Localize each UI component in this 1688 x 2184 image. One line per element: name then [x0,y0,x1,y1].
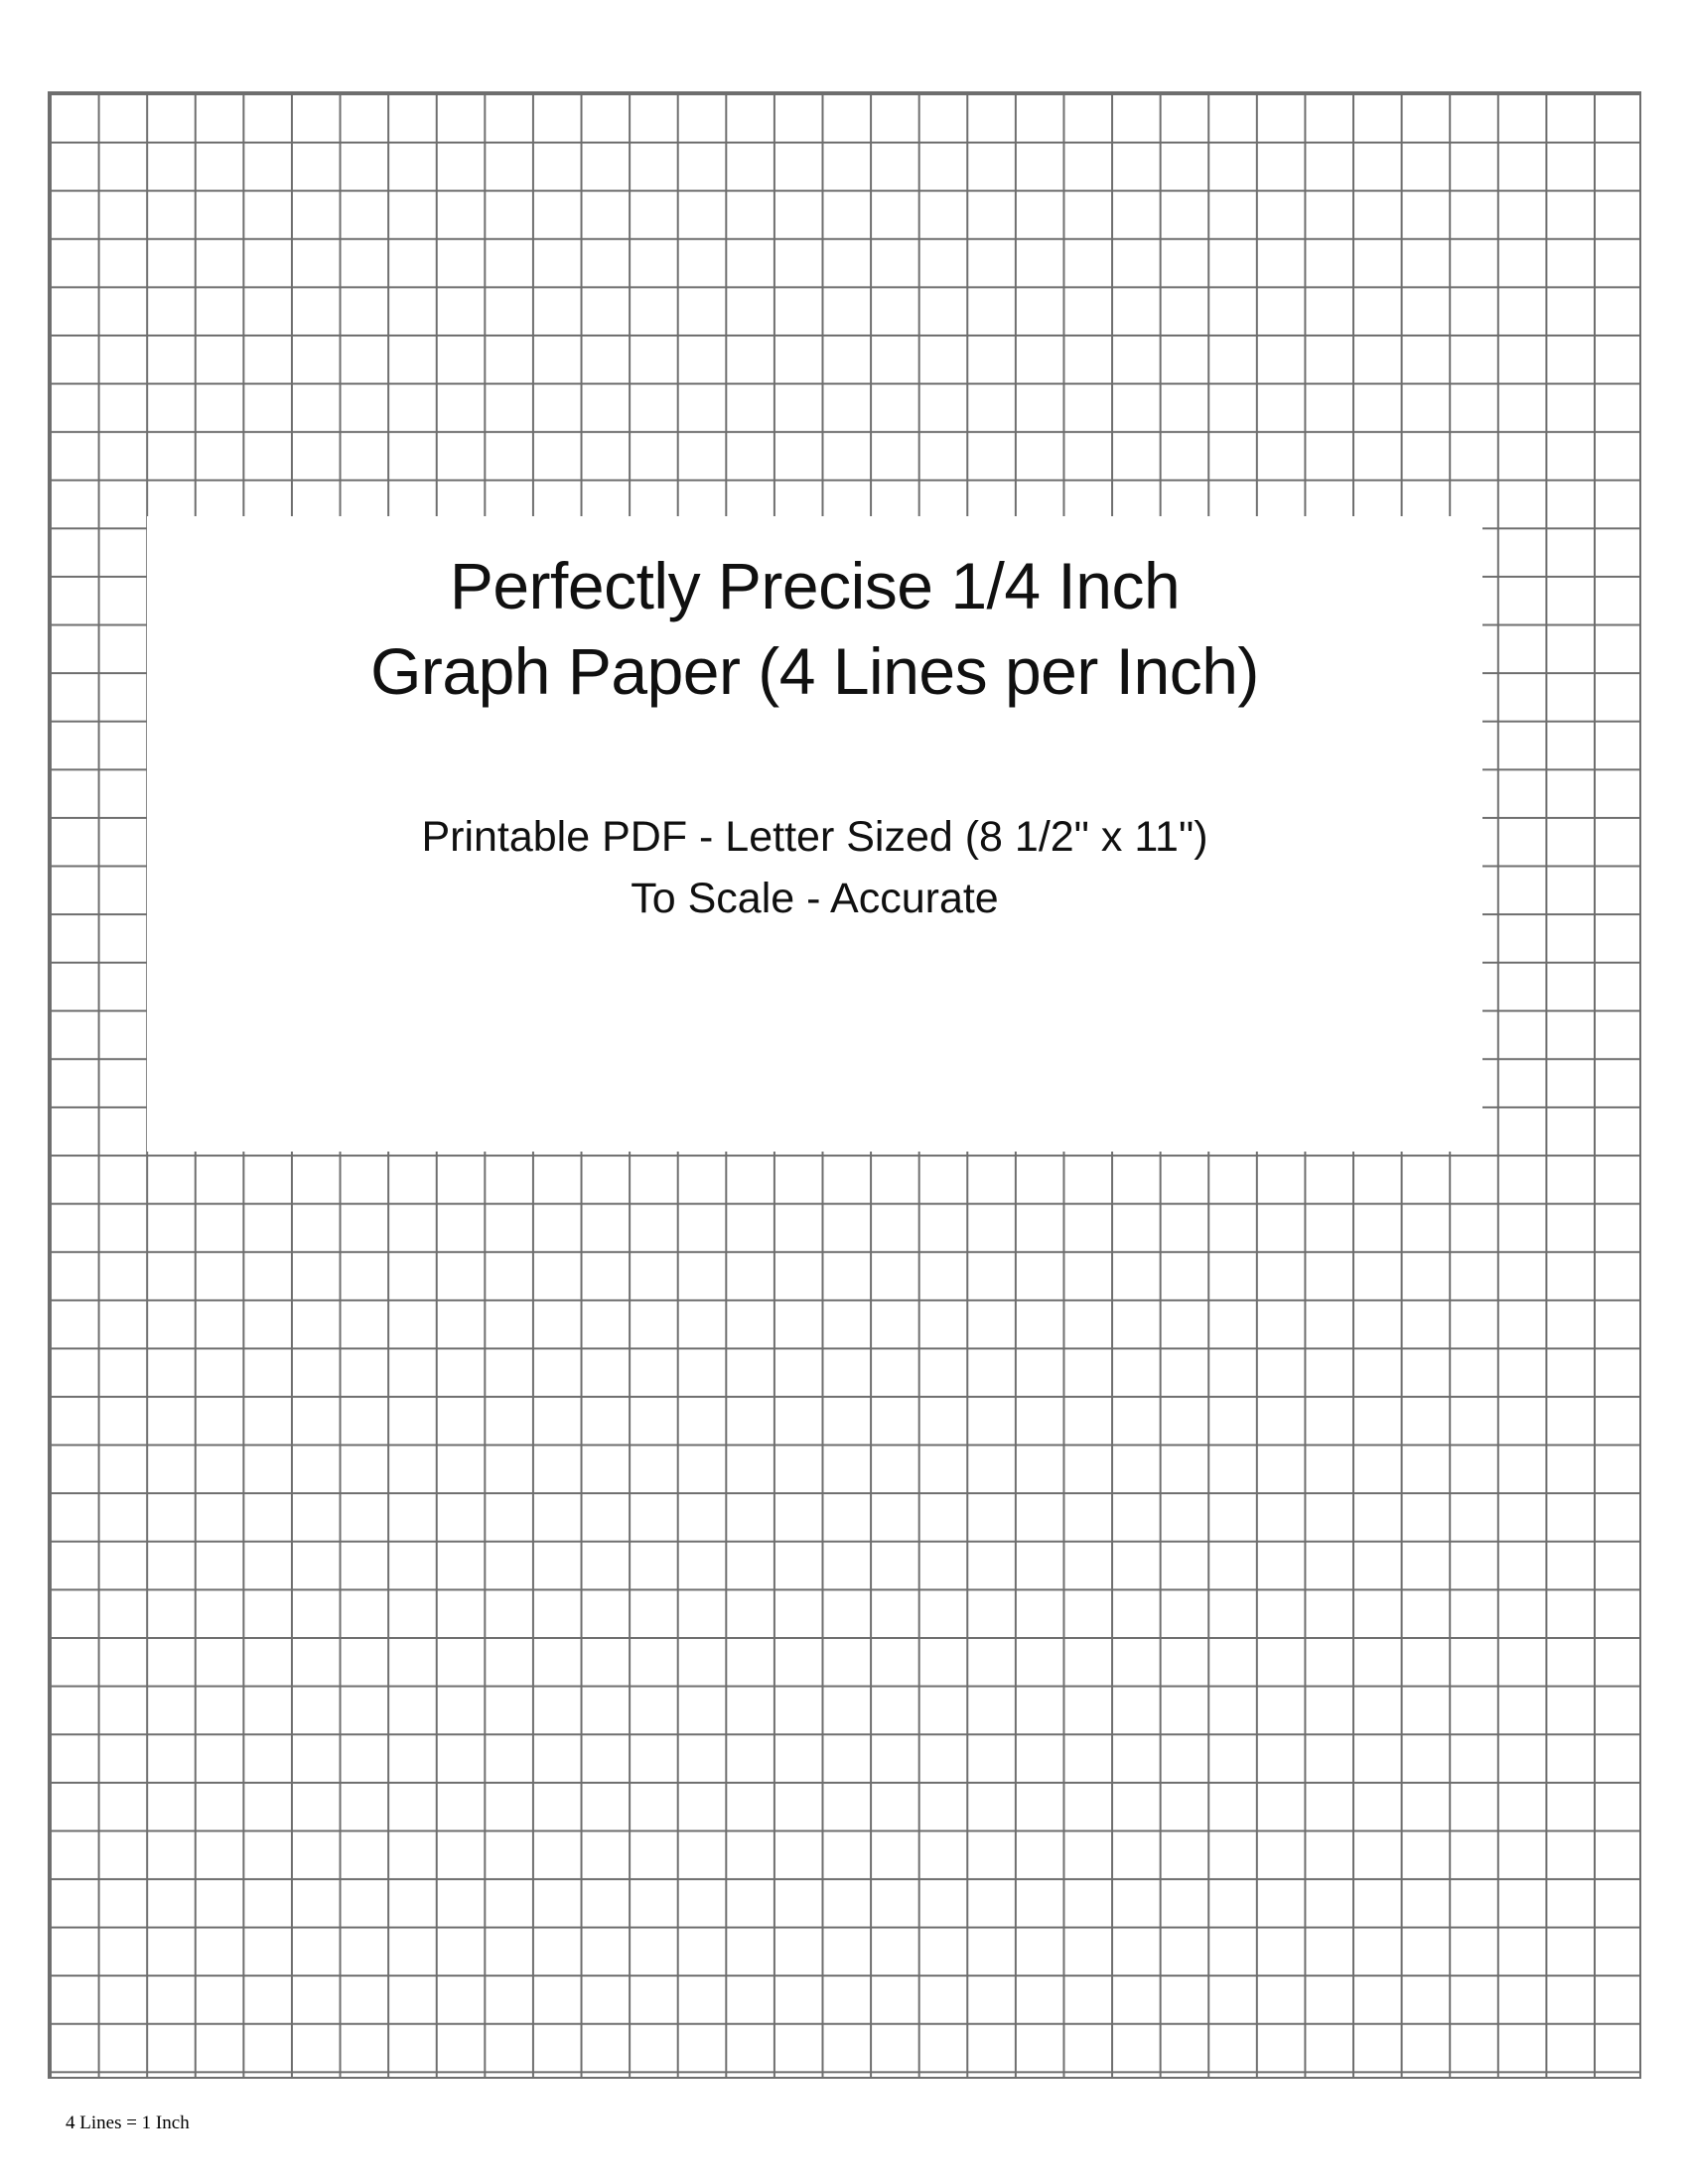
page-title-line-2: Graph Paper (4 Lines per Inch) [370,633,1259,708]
subtitle-line-2: To Scale - Accurate [631,874,999,922]
page-title-line-1: Perfectly Precise 1/4 Inch [449,549,1181,622]
title-card [147,516,1482,1152]
grid-bottom-border [48,2077,1641,2079]
subtitle-block [421,806,1207,930]
grid-right-border [1639,91,1641,2079]
subtitle-line-1: Printable PDF - Letter Sized (8 1/2" x 11") [421,812,1208,861]
footer-scale-note: 4 Lines = 1 Inch [66,2113,190,2133]
